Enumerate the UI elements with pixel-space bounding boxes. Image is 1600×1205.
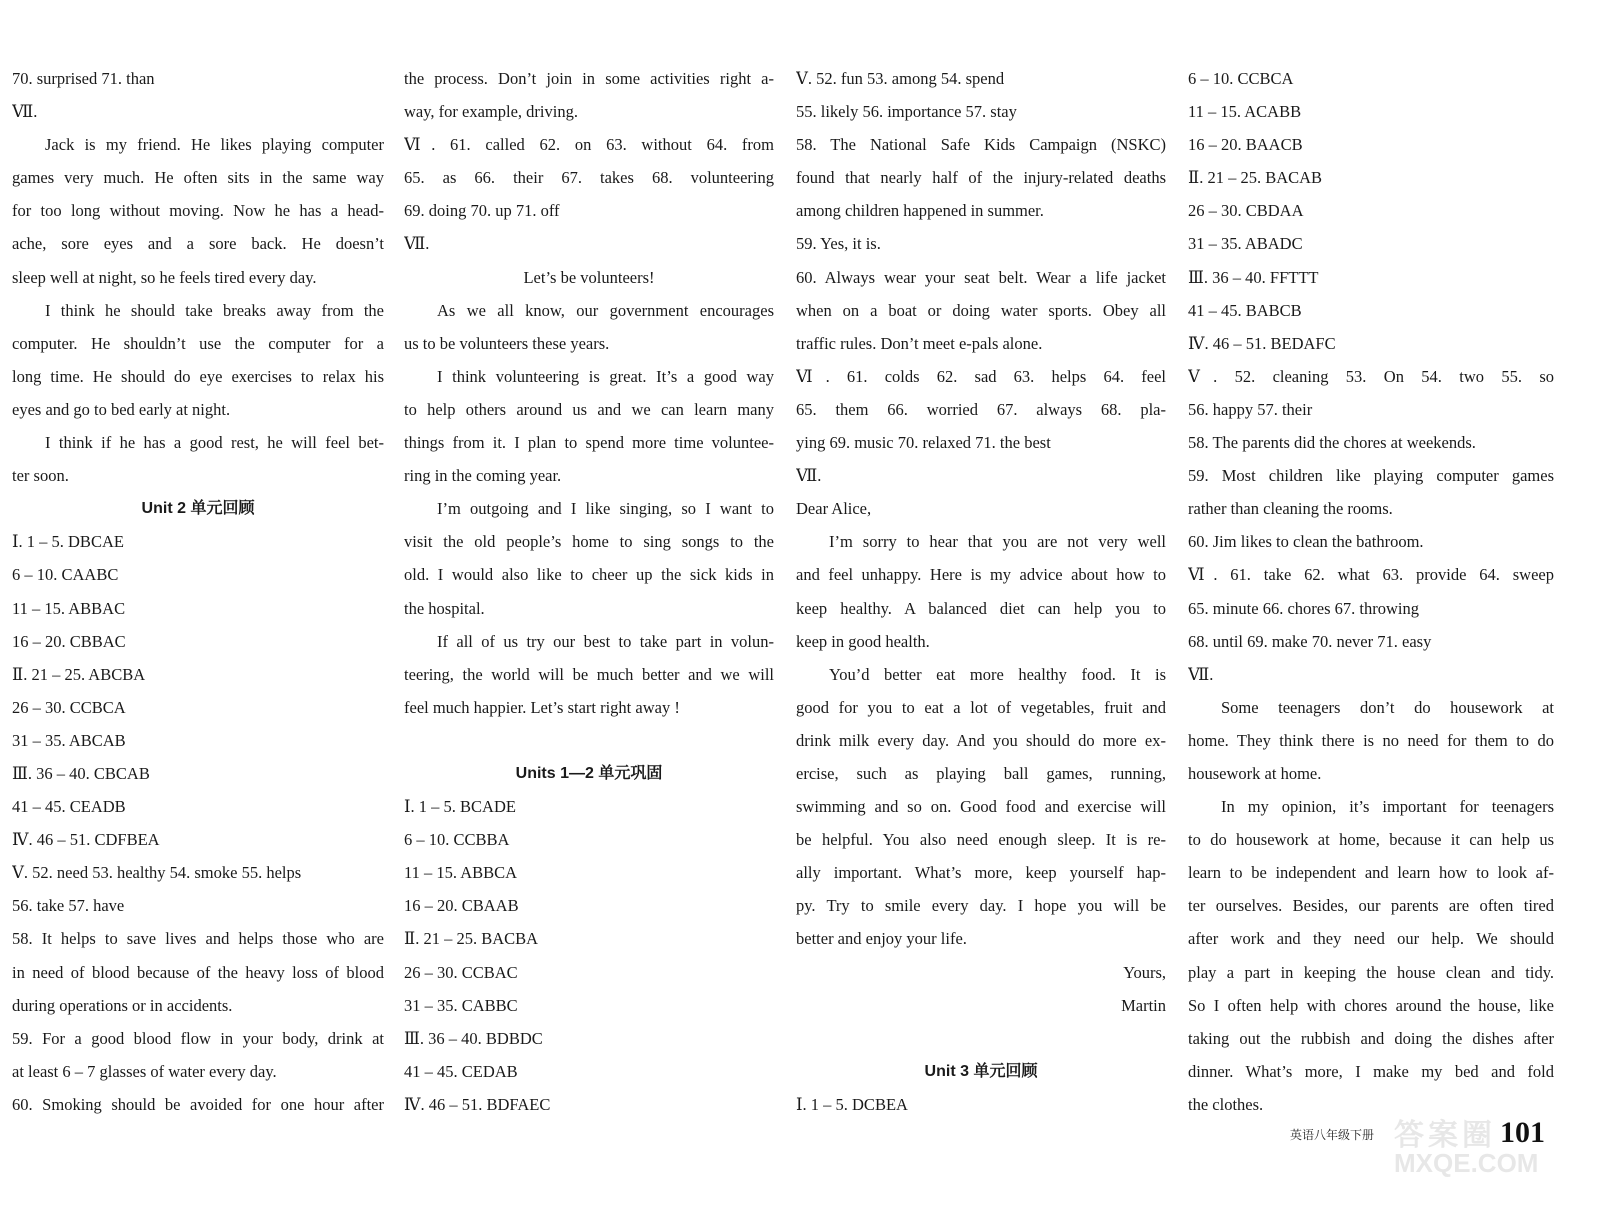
text-line: Let’s be volunteers! <box>523 267 655 287</box>
text-line: I think volunteering is great. It’s a good way <box>437 366 774 386</box>
text-line: taking out the rubbish and doing the dishes after <box>1188 1028 1554 1048</box>
text-line: traffic rules. Don’t meet e-pals alone. <box>796 333 1043 353</box>
text-line: be helpful. You also need enough sleep. It is re- <box>796 830 1166 850</box>
text-line: 59. Most children like playing computer games <box>1188 466 1554 486</box>
text-line: 60. Always wear your seat belt. Wear a life jacket <box>796 267 1166 287</box>
text-line: I think if he has a good rest, he will feel bet- <box>45 433 384 453</box>
text-line: 41 – 45. BABCB <box>1188 300 1302 320</box>
text-line: Ⅲ. 36 – 40. CBCAB <box>12 763 150 783</box>
text-line: 6 – 10. CAABC <box>12 565 119 585</box>
text-line: learn to be independent and learn how to look af- <box>1188 863 1554 883</box>
text-line: better and enjoy your life. <box>796 929 967 949</box>
text-line: Ⅱ. 21 – 25. BACAB <box>1188 168 1323 188</box>
text-line: py. Try to smile every day. I hope you will be <box>796 896 1166 916</box>
text-line: way, for example, driving. <box>404 102 578 122</box>
text-line: So I often help with chores around the house, like <box>1188 995 1554 1015</box>
text-line: in need of blood because of the heavy loss of blood <box>12 962 384 982</box>
text-line: the clothes. <box>1188 1094 1264 1114</box>
text-line: 11 – 15. ABBCA <box>404 863 518 883</box>
text-line: 56. take 57. have <box>12 896 125 916</box>
text-line: 58. It helps to save lives and helps those who are <box>12 929 384 949</box>
text-line: 16 – 20. CBBAC <box>12 631 126 651</box>
text-line: home. They think there is no need for them to do <box>1188 730 1554 750</box>
text-line: You’d better eat more healthy food. It is <box>829 664 1166 684</box>
text-line: Ⅵ. 61. take 62. what 63. provide 64. sweep <box>1188 565 1554 585</box>
text-line: us to be volunteers these years. <box>404 333 610 353</box>
text-line: 11 – 15. ABBAC <box>12 598 126 618</box>
section-heading: Unit 3 单元回顾 <box>924 1062 1038 1080</box>
text-line: I’m sorry to hear that you are not very well <box>829 532 1166 552</box>
text-line: 6 – 10. CCBBA <box>404 830 510 850</box>
text-line: Ⅵ. 61. colds 62. sad 63. helps 64. feel <box>796 366 1166 386</box>
text-line: Dear Alice, <box>796 499 872 519</box>
text-line: 70. surprised 71. than <box>12 69 155 88</box>
text-line: 31 – 35. CABBC <box>404 995 518 1015</box>
column-3 <box>796 62 1166 1121</box>
text-line: I think he should take breaks away from the <box>45 300 384 320</box>
text-line: ter ourselves. Besides, our parents are often tired <box>1188 896 1554 916</box>
text-line: after work and they need our help. We should <box>1188 929 1554 949</box>
text-line: I’m outgoing and I like singing, so I want to <box>437 499 774 519</box>
text-line: In my opinion, it’s important for teenagers <box>1221 797 1554 817</box>
text-line: long time. He should do eye exercises to relax his <box>12 366 384 386</box>
text-line: As we all know, our government encourages <box>437 300 774 320</box>
text-line: among children happened in summer. <box>796 201 1044 221</box>
text-line: 58. The parents did the chores at weekends. <box>1188 433 1476 453</box>
text-line: Ⅱ. 21 – 25. ABCBA <box>12 664 146 684</box>
text-line: Yours, <box>1123 962 1166 982</box>
text-line: Ⅲ. 36 – 40. BDBDC <box>404 1028 543 1048</box>
text-line: 26 – 30. CCBCA <box>12 697 126 717</box>
text-line: Ⅵ. 61. called 62. on 63. without 64. from <box>404 135 774 155</box>
section-heading: Units 1—2 单元巩固 <box>515 764 663 782</box>
section-heading: Unit 2 单元回顾 <box>141 500 255 518</box>
text-line: 6 – 10. CCBCA <box>1188 69 1294 88</box>
text-line: Some teenagers don’t do housework at <box>1221 697 1554 717</box>
text-line: 60. Smoking should be avoided for one hour after <box>12 1094 384 1114</box>
text-line: the process. Don’t join in some activities right a- <box>404 69 774 88</box>
text-line: dinner. What’s more, I make my bed and fold <box>1188 1061 1554 1081</box>
text-line: Ⅴ. 52. fun 53. among 54. spend <box>796 69 1005 88</box>
text-line: eyes and go to bed early at night. <box>12 399 231 419</box>
text-line: 16 – 20. BAACB <box>1188 135 1303 155</box>
text-line: teering, the world will be much better and we will <box>404 664 774 684</box>
text-line: 65. as 66. their 67. takes 68. volunteering <box>404 168 774 188</box>
text-line: 56. happy 57. their <box>1188 399 1313 419</box>
text-line: 26 – 30. CBDAA <box>1188 201 1304 221</box>
text-line: rather than cleaning the rooms. <box>1188 499 1393 519</box>
text-line: at least 6 – 7 glasses of water every day. <box>12 1061 277 1081</box>
column-1 <box>12 62 384 1121</box>
text-line: to help others around us and we can learn many <box>404 399 774 419</box>
text-line: Ⅶ. <box>12 102 38 122</box>
text-line: Ⅴ. 52. cleaning 53. On 54. two 55. so <box>1188 366 1554 386</box>
text-line: 65. them 66. worried 67. always 68. pla- <box>796 399 1166 419</box>
text-line: sleep well at night, so he feels tired every day. <box>12 267 317 287</box>
text-line: visit the old people’s home to sing songs to the <box>404 532 774 552</box>
text-line: 41 – 45. CEDAB <box>404 1061 518 1081</box>
text-line: 11 – 15. ACABB <box>1188 102 1302 122</box>
text-line: ying 69. music 70. relaxed 71. the best <box>796 433 1051 453</box>
text-line: Ⅱ. 21 – 25. BACBA <box>404 929 539 949</box>
text-line: ache, sore eyes and a sore back. He doesn’t <box>12 234 384 254</box>
text-line: things from it. I plan to spend more time voluntee- <box>404 433 774 453</box>
watermark-bottom: MXQE.COM <box>1394 1148 1539 1178</box>
text-line: Ⅶ. <box>1188 664 1214 684</box>
text-line: the hospital. <box>404 598 485 618</box>
text-line: 59. For a good blood flow in your body, drink at <box>12 1028 384 1048</box>
text-line: 65. minute 66. chores 67. throwing <box>1188 598 1419 618</box>
text-line: 16 – 20. CBAAB <box>404 896 519 916</box>
page-number: 101 <box>1500 1116 1545 1149</box>
text-line: 60. Jim likes to clean the bathroom. <box>1188 532 1424 552</box>
spacer <box>796 1022 1166 1055</box>
text-line: ring in the coming year. <box>404 466 562 486</box>
text-line: for too long without moving. Now he has a head- <box>12 201 384 221</box>
text-line: Martin <box>1121 995 1166 1015</box>
text-line: old. I would also like to cheer up the sick kids in <box>404 565 774 585</box>
footer-book-title: 英语八年级下册 <box>1290 1128 1375 1142</box>
text-line: 41 – 45. CEADB <box>12 797 126 817</box>
text-line: feel much happier. Let’s start right away ! <box>404 697 680 717</box>
text-line: 58. The National Safe Kids Campaign (NSKC) <box>796 135 1166 155</box>
text-line: 31 – 35. ABCAB <box>12 730 126 750</box>
text-line: If all of us try our best to take part in volun- <box>437 631 774 651</box>
text-line: 55. likely 56. importance 57. stay <box>796 102 1017 122</box>
text-line: keep healthy. A balanced diet can help you to <box>796 598 1166 618</box>
text-line: found that nearly half of the injury-related deaths <box>796 168 1166 188</box>
text-line: drink milk every day. And you should do more ex- <box>796 730 1166 750</box>
text-line: good for you to eat a lot of vegetables, fruit and <box>796 697 1166 717</box>
text-line: Ⅶ. <box>796 466 822 486</box>
text-line: Ⅲ. 36 – 40. FFTTT <box>1188 267 1319 287</box>
column-4 <box>1188 62 1554 1121</box>
spacer <box>404 724 774 757</box>
text-line: Ⅰ. 1 – 5. DCBEA <box>796 1094 908 1114</box>
text-line: Ⅰ. 1 – 5. DBCAE <box>12 532 124 552</box>
text-line: to do housework at home, because it can help us <box>1188 830 1554 850</box>
watermark-top: 答案圈 <box>1394 1118 1496 1153</box>
text-line: Ⅶ. <box>404 234 430 254</box>
text-line: 68. until 69. make 70. never 71. easy <box>1188 631 1432 651</box>
column-2 <box>404 62 774 1121</box>
text-line: Ⅳ. 46 – 51. CDFBEA <box>12 830 160 850</box>
text-line: play a part in keeping the house clean and tidy. <box>1188 962 1554 982</box>
text-line: keep in good health. <box>796 631 930 651</box>
text-line: 69. doing 70. up 71. off <box>404 201 560 221</box>
text-line: ercise, such as playing ball games, running, <box>796 763 1166 783</box>
text-line: during operations or in accidents. <box>12 995 233 1015</box>
text-line: when on a boat or doing water sports. Obey all <box>796 300 1166 320</box>
text-line: Ⅳ. 46 – 51. BDFAEC <box>404 1094 551 1114</box>
text-line: housework at home. <box>1188 763 1322 783</box>
text-line: 59. Yes, it is. <box>796 234 881 254</box>
text-line: 31 – 35. ABADC <box>1188 234 1303 254</box>
text-line: and feel unhappy. Here is my advice about how to <box>796 565 1166 585</box>
text-line: Jack is my friend. He likes playing computer <box>45 135 384 155</box>
text-line: computer. He shouldn’t use the computer for a <box>12 333 384 353</box>
text-line: Ⅴ. 52. need 53. healthy 54. smoke 55. helps <box>12 863 302 883</box>
text-line: Ⅳ. 46 – 51. BEDAFC <box>1188 333 1336 353</box>
text-line: 26 – 30. CCBAC <box>404 962 518 982</box>
text-line: swimming and so on. Good food and exercise will <box>796 797 1166 817</box>
text-line: games very much. He often sits in the same way <box>12 168 384 188</box>
text-line: ally important. What’s more, keep yourself hap- <box>796 863 1166 883</box>
text-line: Ⅰ. 1 – 5. BCADE <box>404 797 516 817</box>
text-line: ter soon. <box>12 466 69 486</box>
